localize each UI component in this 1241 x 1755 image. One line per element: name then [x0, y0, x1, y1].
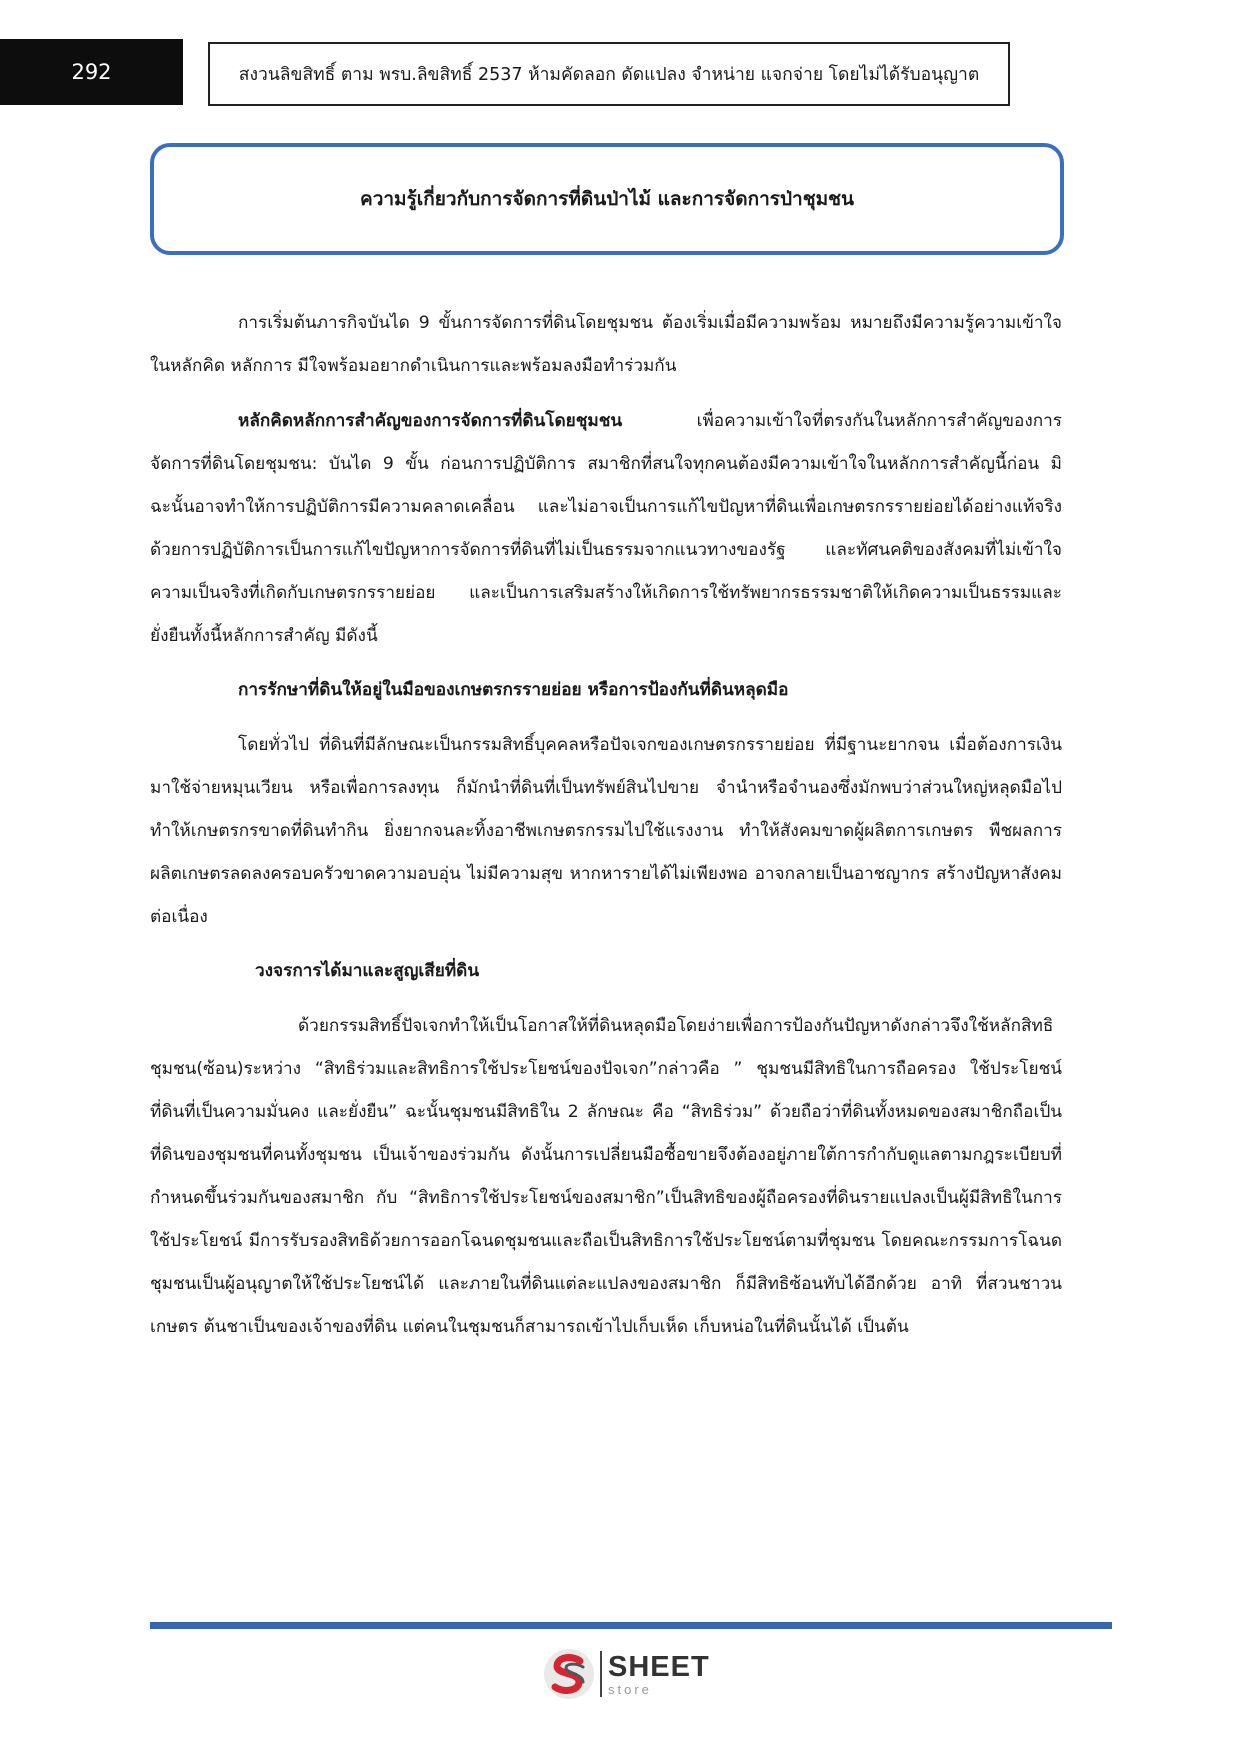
principles-paragraph: [150, 400, 1062, 658]
section-heading-land-cycle: วงจรการได้มาและสูญเสียที่ดิน: [255, 961, 480, 981]
sheet-store-logo-icon: [542, 1647, 596, 1701]
logo-brand: SHEET: [608, 1650, 710, 1683]
logo-sub: store: [608, 1681, 652, 1697]
intro-paragraph: การเริ่มต้นภารกิจบันได 9 ขั้นการจัดการที่ดินโดยชุมชน ต้องเริ่มเมื่อมีความพร้อม หมายถึงมีความรู้ความเข้าใจในหลักคิด หลักการ มีใจพร้อมอยากดำเนินการและพร้อมลงมือทำร่วมกัน: [150, 313, 1062, 376]
copyright-header: [208, 42, 1010, 106]
logo-wordmark: [608, 1650, 710, 1697]
document-body: [150, 302, 1062, 1349]
footer-divider: [150, 1622, 1112, 1629]
section-heading-land-retention: การรักษาที่ดินให้อยู่ในมือของเกษตรกรรายย่อย หรือการป้องกันที่ดินหลุดมือ: [238, 680, 789, 700]
land-cycle-paragraph: ด้วยกรรมสิทธิ์ปัจเจกทำให้เป็นโอกาสให้ที่ดินหลุดมือโดยง่ายเพื่อการป้องกันปัญหาดังกล่าวจึงใช้หลักสิทธิชุมชน(ซ้อน)ระหว่าง “สิทธิร่วมและสิทธิการใช้ประโยชน์ของปัจเจก”กล่าวคือ ” ชุมชนมีสิทธิในการถือครอง ใช้ประโยชน์ที่ดินที่เป็นความมั่นคง และยั่งยืน” ฉะนั้นชุมชนมีสิทธิใน 2 ลักษณะ คือ “สิทธิร่วม” ด้วยถือว่าที่ดินทั้งหมดของสมาชิกถือเป็นที่ดินของชุมชนที่คนทั้งชุมชน เป็นเจ้าของร่วมกัน ดังนั้นการเปลี่ยนมือซื้อขายจึงต้องอยู่ภายใต้การกำกับดูแลตามกฎระเบียบที่กำหนดขึ้นร่วมกันของสมาชิก กับ “สิทธิการใช้ประโยชน์ของสมาชิก”เป็นสิทธิของผู้ถือครองที่ดินรายแปลงเป็นผู้มีสิทธิในการใช้ประโยชน์ มีการรับรองสิทธิด้วยการออกโฉนดชุมชนและถือเป็นสิทธิการใช้ประโยชน์ตามที่ชุมชน โดยคณะกรรมการโฉนดชุมชนเป็นผู้อนุญาตให้ใช้ประโยชน์ได้ และภายในที่ดินแต่ละแปลงของสมาชิก ก็มีสิทธิซ้อนทับได้อีกด้วย อาทิ ที่สวนชาวนเกษตร ต้นชาเป็นของเจ้าของที่ดิน แต่คนในชุมชนก็สามารถเข้าไปเก็บเห็ด เก็บหน่อในที่ดินนั้นได้ เป็นต้น: [150, 1016, 1062, 1337]
copyright-notice: สงวนลิขสิทธิ์ ตาม พรบ.ลิขสิทธิ์ 2537 ห้ามคัดลอก ดัดแปลง จำหน่าย แจกจ่าย โดยไม่ได้รับอนุญาต: [238, 65, 980, 85]
principles-heading: หลักคิดหลักการสำคัญของการจัดการที่ดินโดยชุมชน: [238, 411, 623, 431]
land-retention-paragraph: โดยทั่วไป ที่ดินที่มีลักษณะเป็นกรรมสิทธิ์บุคคลหรือปัจเจกของเกษตรกรรายย่อย ที่มีฐานะยากจน เมื่อต้องการเงินมาใช้จ่ายหมุนเวียน หรือเพื่อการลงทุน ก็มักนำที่ดินที่เป็นทรัพย์สินไปขาย จำนำหรือจำนองซึ่งมักพบว่าส่วนใหญ่หลุดมือไป ทำให้เกษตรกรขาดที่ดินทำกิน ยิ่งยากจนละทิ้งอาชีพเกษตรกรรมไปใช้แรงงาน ทำให้สังคมขาดผู้ผลิตการเกษตร พืชผลการผลิตเกษตรลดลงครอบครัวขาดความอบอุ่น ไม่มีความสุข หากหารายได้ไม่เพียงพอ อาจกลายเป็นอาชญากร สร้างปัญหาสังคมต่อเนื่อง: [150, 735, 1062, 927]
principles-text: เพื่อความเข้าใจที่ตรงกันในหลักการสำคัญของการจัดการที่ดินโดยชุมชน: บันได 9 ขั้น ก่อนการปฏิบัติการ สมาชิกที่สนใจทุกคนต้องมีความเข้าใจในหลักการสำคัญนี้ก่อน มิฉะนั้นอาจทำให้การปฏิบัติการมีความคลาดเคลื่อน และไม่อาจเป็นการแก้ไขปัญหาที่ดินเพื่อเกษตรกรรายย่อยได้อย่างแท้จริง ด้วยการปฏิบัติการเป็นการแก้ไขปัญหาการจัดการที่ดินที่ไม่เป็นธรรมจากแนวทางของรัฐ และทัศนคติของสังคมที่ไม่เข้าใจความเป็นจริงที่เกิดกับเกษตรกรรายย่อย และเป็นการเสริมสร้างให้เกิดการใช้ทรัพยากรธรรมชาติให้เกิดความเป็นธรรมและยั่งยืนทั้งนี้หลักการสำคัญ มีดังนี้: [150, 411, 1062, 646]
page-title: ความรู้เกี่ยวกับการจัดการที่ดินป่าไม้ และการจัดการป่าชุมชน: [360, 188, 854, 210]
footer-logo: [542, 1647, 710, 1701]
title-box: [150, 143, 1064, 255]
page-number: 292: [0, 39, 183, 105]
logo-divider: [600, 1651, 602, 1697]
